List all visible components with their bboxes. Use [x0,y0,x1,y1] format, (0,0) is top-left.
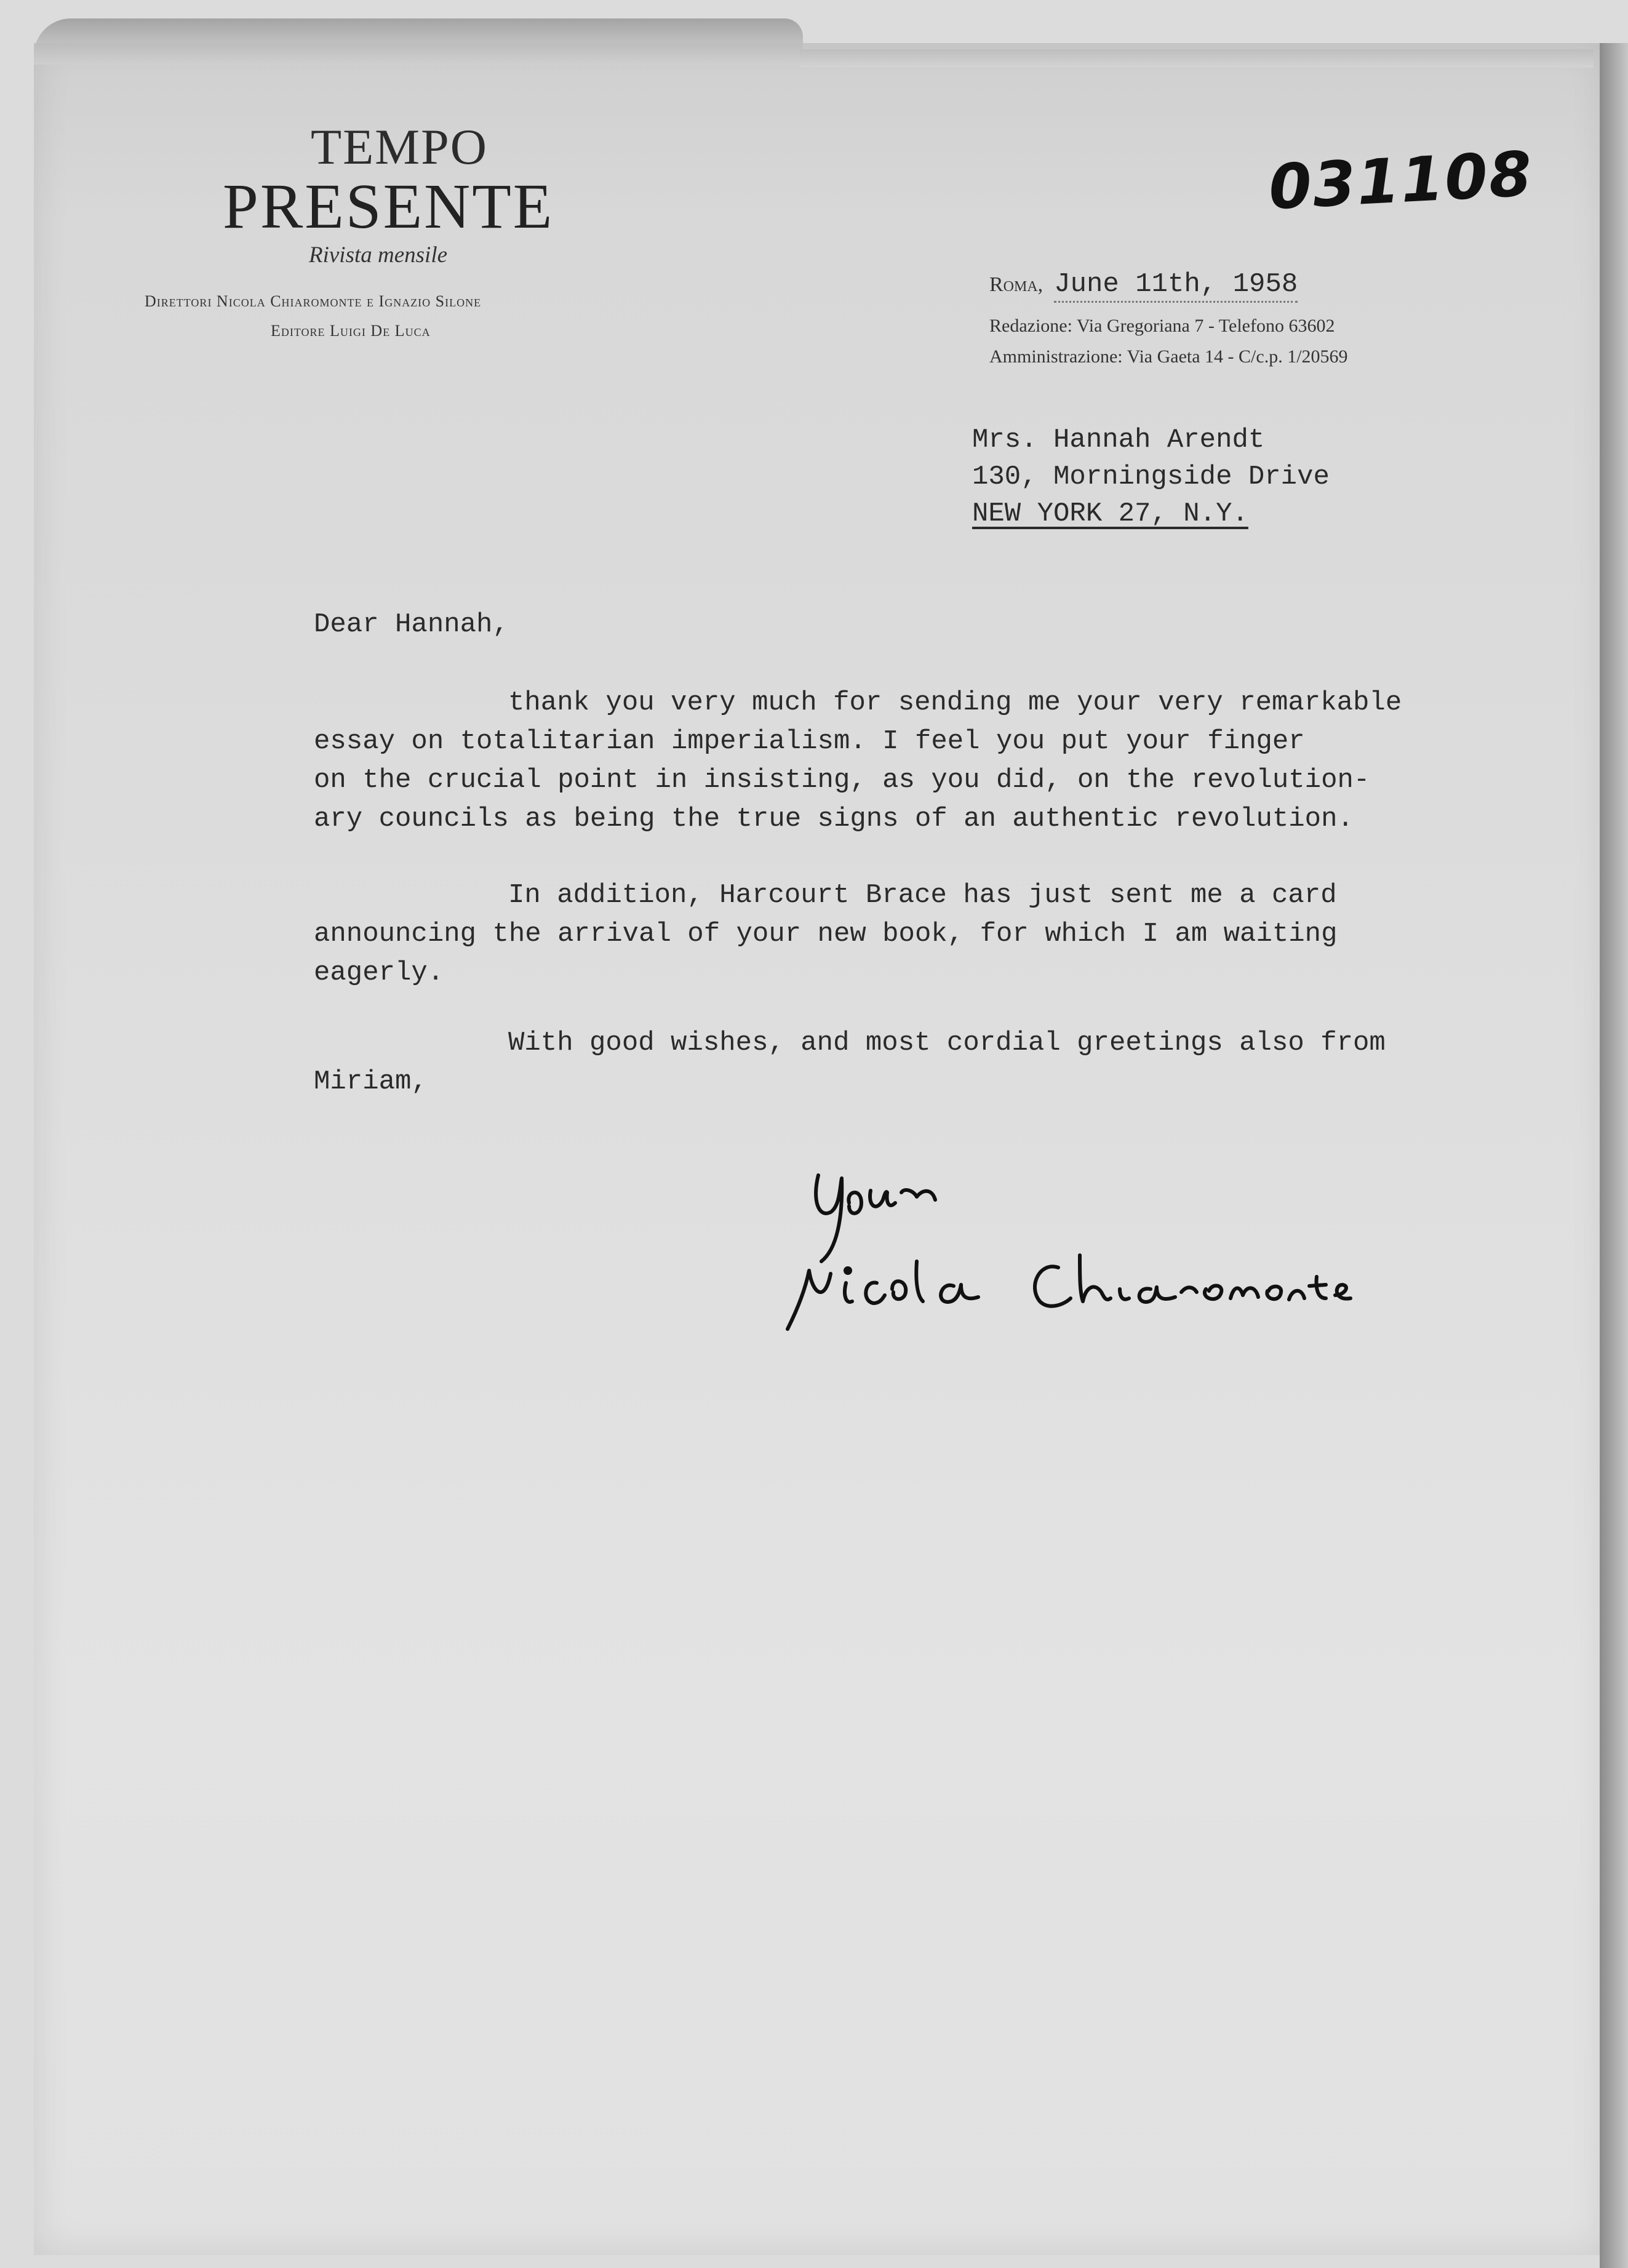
letterhead-publisher: Editore Luigi De Luca [271,322,431,340]
letter-date: June 11th, 1958 [1054,269,1298,303]
paragraph-1-line: ary councils as being the true signs of an authentic revolution. [314,804,1354,834]
page-edge-shadow [1600,43,1628,2268]
paragraph-1-line: on the crucial point in insisting, as you did, on the revolution- [314,765,1370,796]
handwritten-signature [769,1144,1446,1366]
paragraph-2-line: announcing the arrival of your new book, for which I am waiting [314,919,1338,949]
recipient-city: NEW YORK 27, N.Y. [972,498,1248,529]
paragraph-3-line: With good wishes, and most cordial greetings also from [508,1028,1386,1058]
recipient-name: Mrs. Hannah Arendt [972,425,1265,455]
letterhead-title-line2: PRESENTE [223,171,554,242]
letterhead-directors: Direttori Nicola Chiaromonte e Ignazio Silone [145,292,482,310]
paragraph-2-line: eagerly. [314,957,444,988]
tape-strip [800,49,1594,68]
recipient-street: 130, Morningside Drive [972,461,1330,492]
paragraph-2-line: In addition, Harcourt Brace has just sent me a card [508,880,1337,911]
torn-top-edge [34,18,803,65]
paragraph-1-line: essay on totalitarian imperialism. I feel you put your finger [314,726,1305,757]
editorial-address: Redazione: Via Gregoriana 7 - Telefono 63602 [989,316,1335,336]
paragraph-3-line: Miriam, [314,1066,428,1097]
salutation: Dear Hannah, [314,609,509,640]
dateline-place: Roma, [989,273,1043,296]
paragraph-1-line: thank you very much for sending me your very remarkable [508,687,1402,718]
dateline [989,269,1482,300]
administration-address: Amministrazione: Via Gaeta 14 - C/c.p. 1/20569 [989,346,1348,367]
letterhead-subtitle: Rivista mensile [309,242,448,268]
archive-number: 031108 [1267,137,1535,224]
letterhead-title-line1: TEMPO [311,119,488,175]
